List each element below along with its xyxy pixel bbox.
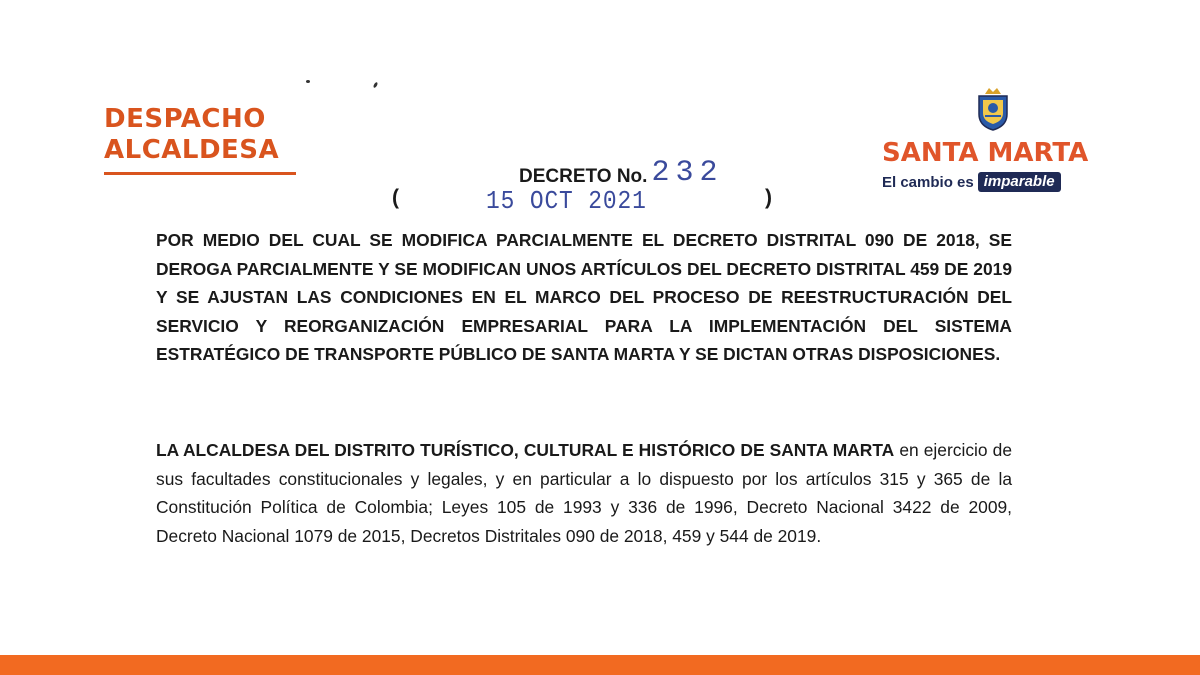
office-heading — [104, 104, 296, 175]
authority-text: en ejercicio de sus facultades constitucionales y legales, y en particular a lo dispuesto por los artículos 315 y 365 de la Constitución Política de Colombia; Leyes 105 de 1993 y 336 de 1996, Decreto Nacional 3422 de 2009, Decreto Nacional 1079 de 2015, Decretos Distritales 090 de 2018, 459 y 544 de 2019. — [156, 440, 1012, 546]
footer-bar — [0, 655, 1200, 675]
slogan-prefix: El cambio es — [882, 173, 974, 191]
decree-epigraph: POR MEDIO DEL CUAL SE MODIFICA PARCIALMENTE EL DECRETO DISTRITAL 090 DE 2018, SE DEROGA PARCIALMENTE Y SE MODIFICAN UNOS ARTÍCULOS DEL DECRETO DISTRITAL 459 DE 2019 Y SE AJUSTAN LAS CONDICIONES EN EL MARCO DEL PROCESO DE REESTRUCTURACIÓN DEL SERVICIO Y REORGANIZACIÓN EMPRESARIAL PARA LA IMPLEMENTACIÓN DEL SISTEMA ESTRATÉGICO DE TRANSPORTE PÚBLICO DE SANTA MARTA Y SE DICTAN OTRAS DISPOSICIONES. — [156, 230, 1012, 364]
office-underline — [104, 172, 296, 175]
date-paren-close: ) — [765, 186, 772, 209]
slogan-highlight: imparable — [978, 172, 1061, 192]
decree-label: DECRETO No. — [519, 166, 648, 187]
decree-number: 232 — [651, 156, 724, 190]
authority-lead: LA ALCALDESA DEL DISTRITO TURÍSTICO, CULTURAL E HISTÓRICO DE SANTA MARTA — [156, 440, 895, 460]
coat-of-arms-icon — [975, 86, 1011, 132]
authority-paragraph — [156, 436, 1012, 550]
city-slogan — [882, 172, 1061, 192]
decree-date-stamp: 15 OCT 2021 — [486, 186, 647, 216]
date-paren-open: ( — [392, 186, 399, 209]
city-logo-text: SANTA MARTA — [882, 138, 1089, 168]
scan-speck — [373, 82, 379, 89]
scan-speck — [306, 80, 310, 83]
decree-heading — [519, 158, 723, 188]
office-line-1: DESPACHO — [104, 104, 266, 134]
office-line-2: ALCALDESA — [104, 135, 280, 165]
